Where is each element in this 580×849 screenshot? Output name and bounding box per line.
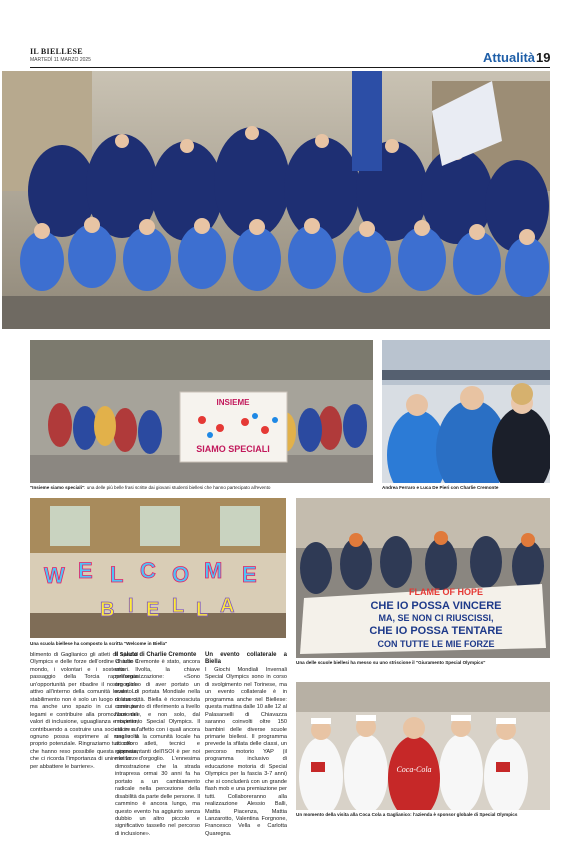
biella-letter: I bbox=[128, 595, 134, 617]
welcome-letter: C bbox=[140, 558, 156, 583]
banner-insieme-line1: INSIEME bbox=[216, 398, 250, 407]
caption-insieme bbox=[30, 485, 373, 491]
striscione-photo bbox=[296, 498, 550, 658]
flame-line-3: CHE IO POSSA TENTARE bbox=[369, 625, 503, 637]
caption-cocacola: Un momento della visita alla Coca Cola a Gaglianico: l'azienda è sponsor globale di Special Olympics bbox=[296, 812, 518, 817]
welcome-photo bbox=[30, 498, 286, 638]
caption-insieme-rest: : una delle più belle frasi scritte dai giovani studenti biellesi che hanno partecipato all'evento bbox=[84, 485, 271, 490]
header-rule bbox=[30, 67, 550, 68]
article-col-2-text: Charlie Cremonte è stato, ancora una volta, la chiave nell'organizzazione: «Sono orgoglioso di aver portato un evento di portata Mondiale nella nostra città. Biella è riconosciuta come punto di riferimento a livello Nazionale, e non solo, dal movimento Special Olympics. Il calore e l'affetto con i quali ancora una volta la comunità locale ha accolto atleti, tecnici e rappresentanti dell'ISOI è per noi motivo d'orgoglio. L'ennesima dimostrazione che la strada intrapresa ormai 30 anni fa ha portato a un cambiamento radicale nella percezione della disabilità da parte delle persone. Il cammino è ancora lungo, ma questo evento ha aggiunto senza dubbio un altro piccolo e significativo tassello nel percorso di inclusione». bbox=[115, 659, 200, 837]
biella-letter: E bbox=[146, 599, 160, 621]
biella-letter: A bbox=[220, 595, 235, 617]
caption-striscione: Una delle scuole biellesi ha messo su uno striscione il "Giuramento Special Olympics" bbox=[296, 660, 486, 665]
ferraro-photo bbox=[382, 340, 550, 483]
ferraro-photo-image bbox=[382, 340, 550, 483]
welcome-letter: L bbox=[110, 562, 124, 587]
welcome-letter: M bbox=[204, 558, 223, 583]
insieme-photo bbox=[30, 340, 373, 483]
page-number: 19 bbox=[536, 50, 551, 65]
flame-line-2: MA, SE NON CI RIUSCISSI, bbox=[378, 613, 494, 623]
issue-date: MARTEDÌ 11 MARZO 2025 bbox=[30, 57, 91, 63]
group-photo-image bbox=[2, 71, 550, 329]
newspaper-name: IL BIELLESE bbox=[30, 47, 83, 56]
flame-line-4: CON TUTTE LE MIE FORZE bbox=[377, 639, 495, 649]
article-col-3-text: I Giochi Mondiali Invernali Special Olympics sono in corso di svolgimento nel Torinese, ma un evento collaterale è in programma anche nel Biellese: questa mattina dalle 10 alle 12 al Palasarselli di Chiavazza saranno coinvolti oltre 150 bambini delle diverse scuole primarie biellesi. Il programma prevede la sfilata delle classi, un percorso motorio YAP (il programma inclusivo di educazione motoria di Special Olympics per la fascia 3-7 anni) che si concluderà con un grande flash mob e una premiazione per tutti. Collaboreranno alla realizzazione Alessio Balli, Mattia Piacenza, Mattia Lanzarotto, Valentina Forgnone, Francesco Vella e Carlotta Quaregna. bbox=[205, 666, 287, 837]
cocacola-photo-image bbox=[296, 682, 550, 810]
caption-ferraro: Andrea Ferraro e Luca De Pieri con Charlie Cremonte bbox=[382, 485, 499, 490]
section-title: Attualità bbox=[483, 50, 535, 65]
masthead bbox=[30, 47, 91, 63]
welcome-photo-image bbox=[30, 498, 286, 638]
welcome-letter: W bbox=[44, 563, 65, 588]
banner-insieme-line2: SIAMO SPECIALI bbox=[196, 444, 270, 454]
biella-letter: B bbox=[100, 599, 115, 621]
flame-line-1: CHE IO POSSA VINCERE bbox=[370, 600, 502, 612]
article-col-1-text: blimento di Gaglianico gli atleti di Special Olympics e delle forze dell'ordine di tutto il mondo, i volontari e i sostenitori. Il passaggio della Torcia rappresenta un'opportunità per ribadire il nostro ruolo attivo all'interno della comunità locale. Lo stabilimento non è solo un luogo di lavoro, ma anche uno spazio in cui costruire legami e contribuire alla promozione dei valori di inclusione, uguaglianza e rispetto, contribuendo a costruire una società in cui ognuno possa esprimere al meglio il proprio potenziale. Ringraziamo tutti coloro che hanno reso possibile questa giornata, che ci ricorda l'importanza di unire le forze per abbattere le barriere». bbox=[30, 652, 138, 770]
caption-insieme-bold: "Insieme siamo speciali" bbox=[30, 485, 85, 490]
caption-welcome: Una scuola biellese ha composto la scritta "Welcome in Biella" bbox=[30, 641, 168, 646]
article-col-2 bbox=[115, 652, 200, 838]
striscione-photo-image bbox=[296, 498, 550, 658]
group-photo bbox=[2, 71, 550, 329]
article-col-2-title: Il saluto di Charlie Cremonte bbox=[115, 652, 197, 658]
cocacola-photo bbox=[296, 682, 550, 810]
welcome-letter: E bbox=[242, 562, 257, 587]
welcome-letter: E bbox=[78, 558, 93, 583]
biella-letter: L bbox=[196, 599, 209, 621]
article-col-3-title: Un evento collaterale a Biella bbox=[205, 652, 287, 666]
article-col-3 bbox=[205, 652, 287, 838]
cocacola-logo-text: Coca-Cola bbox=[396, 765, 432, 774]
flame-line-0: FLAME OF HOPE bbox=[409, 587, 483, 597]
insieme-photo-image bbox=[30, 340, 373, 483]
welcome-letter: O bbox=[172, 562, 190, 587]
biella-letter: L bbox=[172, 595, 185, 617]
